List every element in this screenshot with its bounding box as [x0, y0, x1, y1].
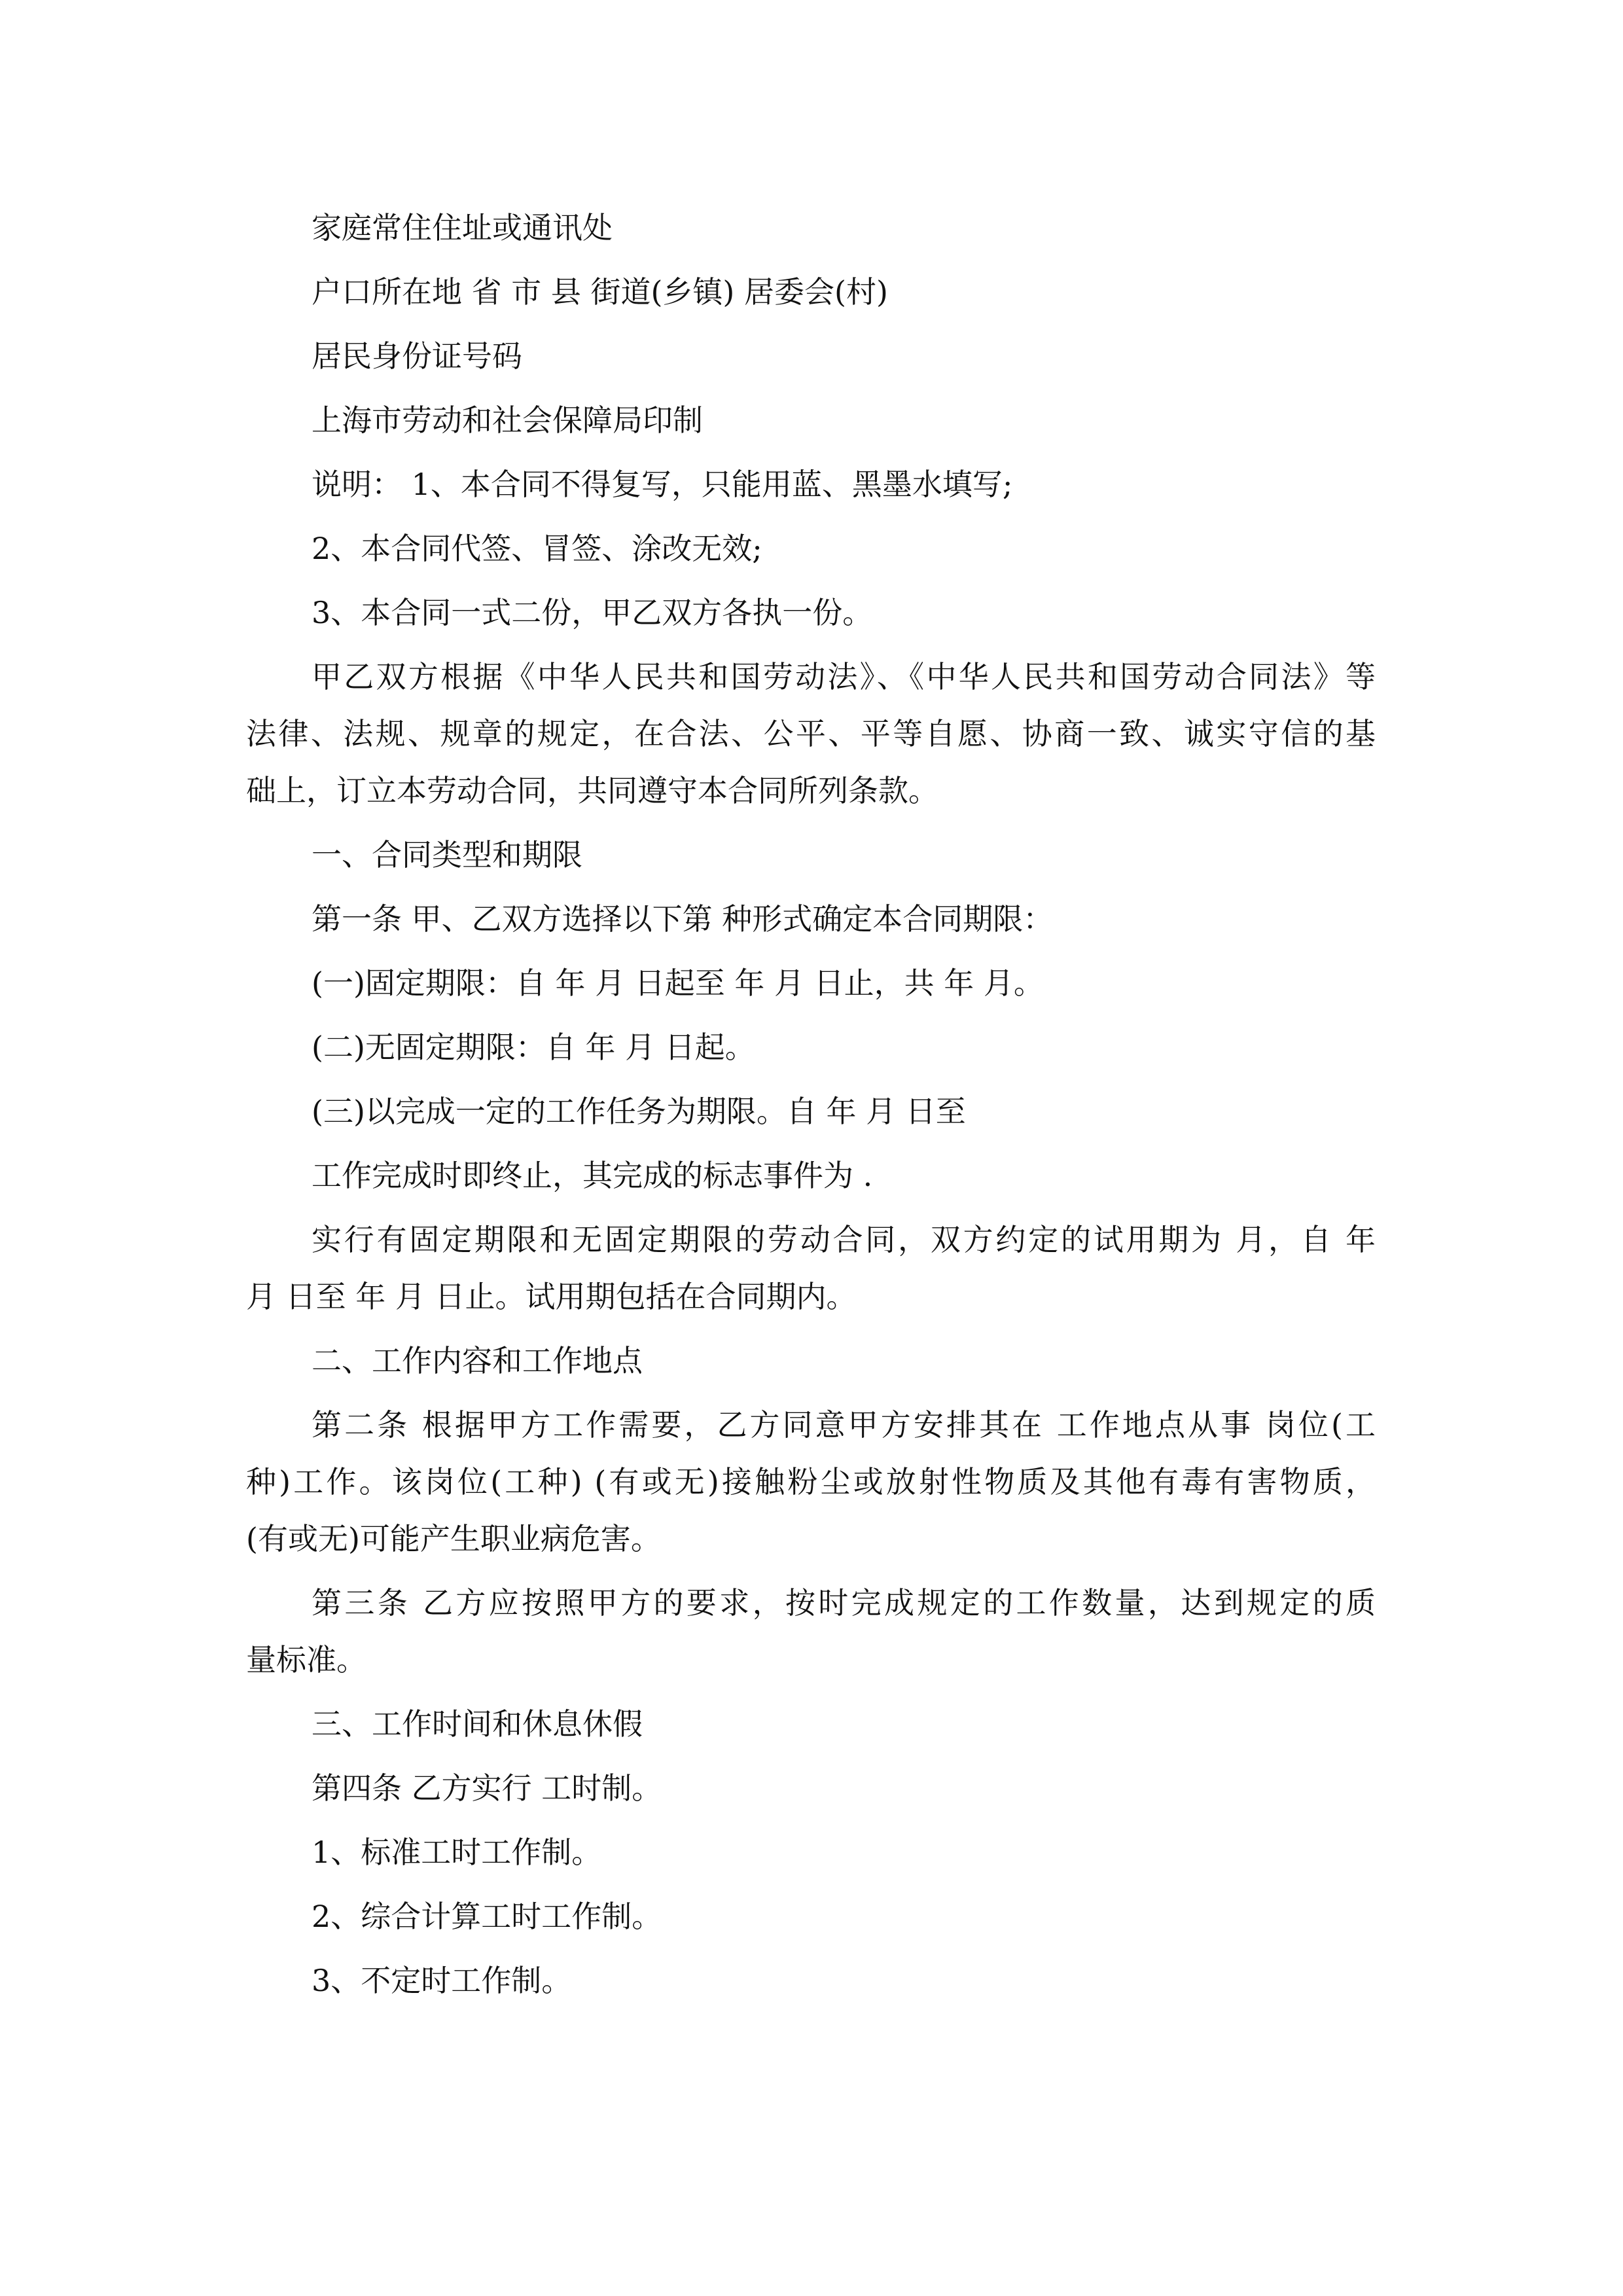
- open-term-line: (二)无固定期限：自 年 月 日起。: [312, 1030, 755, 1065]
- hukou-location-line: 户口所在地 省 市 县 街道(乡镇) 居委会(村): [312, 274, 888, 310]
- article-2-line-1: 第二条 根据甲方工作需要，乙方同意甲方安排其在 工作地点从事 岗位(工: [312, 1407, 1376, 1443]
- probation-line-2: 月 日至 年 月 日止。试用期包括在合同期内。: [246, 1279, 857, 1314]
- preamble-line-2: 法律、法规、规章的规定，在合法、公平、平等自愿、协商一致、诚实守信的基: [246, 716, 1376, 751]
- task-term-line: (三)以完成一定的工作任务为期限。自 年 月 日至: [312, 1094, 966, 1129]
- article-2-line-3: (有或无)可能产生职业病危害。: [246, 1521, 661, 1556]
- issuer-line: 上海市劳动和社会保障局印制: [312, 403, 703, 438]
- home-address-line: 家庭常住住址或通讯处: [312, 210, 613, 245]
- comprehensive-hours-line: 2、综合计算工时工作制。: [312, 1899, 662, 1934]
- article-1-line: 第一条 甲、乙双方选择以下第 种形式确定本合同期限：: [312, 901, 1054, 937]
- preamble-line-3: 础上，订立本劳动合同，共同遵守本合同所列条款。: [246, 773, 938, 808]
- task-completion-line: 工作完成时即终止，其完成的标志事件为 .: [312, 1158, 873, 1193]
- article-4-line: 第四条 乙方实行 工时制。: [312, 1770, 662, 1806]
- probation-line-1: 实行有固定期限和无固定期限的劳动合同，双方约定的试用期为 月，自 年: [312, 1222, 1376, 1257]
- fixed-term-line: (一)固定期限：自 年 月 日起至 年 月 日止，共 年 月。: [312, 965, 1044, 1001]
- article-3-line-1: 第三条 乙方应按照甲方的要求，按时完成规定的工作数量，达到规定的质: [312, 1585, 1376, 1621]
- id-number-line: 居民身份证号码: [312, 338, 522, 374]
- note-2-line: 2、本合同代签、冒签、涂改无效;: [312, 531, 762, 566]
- preamble-line-1: 甲乙双方根据《中华人民共和国劳动法》、《中华人民共和国劳动合同法》等: [312, 659, 1376, 694]
- article-3-line-2: 量标准。: [246, 1642, 366, 1677]
- section-1-heading: 一、合同类型和期限: [312, 837, 582, 872]
- article-2-line-2: 种)工作。该岗位(工种) (有或无)接触粉尘或放射性物质及其他有毒有害物质，: [246, 1464, 1376, 1499]
- flexible-hours-line: 3、不定时工作制。: [312, 1963, 572, 1998]
- note-3-line: 3、本合同一式二份，甲乙双方各执一份。: [312, 595, 873, 630]
- standard-hours-line: 1、标准工时工作制。: [312, 1835, 602, 1870]
- note-1-line: 说明： 1、本合同不得复写，只能用蓝、黑墨水填写;: [312, 467, 1013, 502]
- section-3-heading: 三、工作时间和休息休假: [312, 1706, 643, 1742]
- section-2-heading: 二、工作内容和工作地点: [312, 1343, 643, 1378]
